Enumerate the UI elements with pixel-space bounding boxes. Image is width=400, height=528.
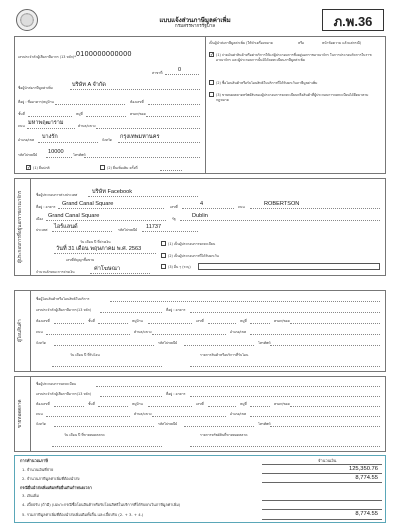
auction-section (14, 376, 386, 452)
province-label: จังหวัด (102, 138, 112, 142)
provider-road-value[interactable]: ROBERTSON (264, 201, 300, 207)
subdistrict-label: ตำบล/แขวง (78, 124, 96, 128)
branch-value[interactable]: 0 (178, 67, 182, 73)
tax-id-label: เลขประจำตัวผู้เสียภาษีอากร (13 หลัก)* (18, 55, 76, 59)
calc-amount-column: จำนวนเงิน (318, 458, 337, 463)
transferor-soi-label: ตรอก/ซอย (274, 319, 290, 323)
province-value[interactable]: กรุงเทพมหานคร (120, 134, 160, 140)
provider-country-value[interactable]: ไอร์แลนด์ (54, 224, 78, 230)
purpose-2-checkbox[interactable] (209, 80, 214, 85)
transferor-unit-label: หมู่ที่ (240, 319, 247, 323)
provider-status-1-checkbox[interactable] (161, 241, 166, 246)
transferor-phone-label: โทรศัพท์ (258, 341, 271, 345)
transferor-floor-label: ชั้นที่ (88, 319, 95, 323)
floor-label: ชั้นที่ (18, 112, 25, 116)
calc-extra-label: กรณียื่นนำส่งเพิ่มเติมหรือยื่นเกินกำหนดเวลา (20, 485, 92, 490)
auction-district-label: อำเภอ/เขต (230, 412, 247, 416)
auction-no-label: เลขที่ (196, 402, 204, 406)
tax-id-value[interactable]: 0100000000000 (76, 51, 132, 58)
district-value[interactable]: บางรัก (42, 134, 58, 140)
calc-row2-amount[interactable]: 8,774.55 (355, 475, 378, 481)
right-option-2: หน้าข้อความ แล้วแต่กรณี) (322, 41, 362, 45)
payer-name-label: ชื่อผู้นำส่งภาษีมูลค่าเพิ่ม (18, 86, 53, 90)
purpose-1-checkbox[interactable]: ✓ (210, 52, 215, 58)
auction-soi-label: ตรอก/ซอย (274, 402, 290, 406)
provider-status-3-checkbox[interactable] (161, 264, 166, 269)
form-subtitle: กรมสรรพากรรัฐบาล (174, 24, 216, 29)
unit-label: หมู่ที่ (76, 112, 83, 116)
contract-label: เลขที่สัญญาซื้อขาย (66, 258, 95, 262)
auction-section-label: ขายทอดตลาด (18, 399, 23, 429)
purpose-1-label: (1) จ่ายเงินค่าสินค้าหรือค่าบริการให้แก่ผู้ประกอบการซึ่งอยู่นอกราชอาณาจักร ในการประกอบกิจการในราชอาณาจักร และผู้ประกอบการนั้นมิได้จดทะเบียนภาษีมูลค่าเพิ่ม (216, 53, 372, 62)
room-label: ห้องเลขที่ (130, 100, 144, 104)
provider-country-label: ประเทศ (36, 228, 48, 232)
postcode-value[interactable]: 10000 (48, 149, 64, 155)
calc-row4-label: 4. เบี้ยปรับ (ถ้ามี) (เฉพาะกรณีซื้อโอนสินค้าหรือรับโอนสิทธิในบริการที่ได้รับยกเว้นภาษีมูลค่าเพิ่ม) (22, 502, 181, 507)
transferor-section-label: ผู้โอนสินค้า (18, 319, 23, 343)
calc-row2-label: 2. จำนวนภาษีมูลค่าเพิ่มที่ต้องนำส่ง (22, 476, 80, 481)
revenue-seal-icon (16, 9, 38, 31)
auction-road-label: ถนน (36, 412, 43, 416)
provider-building-value[interactable]: Grand Canal Square (62, 201, 114, 207)
building-label: ที่อยู่ : ชื่ออาคาร/หมู่บ้าน (18, 100, 54, 104)
purpose-3-checkbox[interactable] (209, 92, 214, 97)
additional-filing-checkbox[interactable] (100, 165, 105, 170)
calc-row5-label: 5. รวมภาษีมูลค่าเพิ่มที่ต้องนำส่งเพิ่มเติมทั้งสิ้น และเบี้ยปรับ (2. + 3. + 4.) (22, 512, 144, 517)
provider-city-value[interactable]: Grand Canal Square (48, 213, 100, 219)
provider-no-label: เลขที่ (170, 205, 178, 209)
provider-name-label: ชื่อผู้ประกอบการต่างประเทศ (36, 193, 78, 197)
normal-filing-label: (1) ยื่นปกติ (33, 166, 50, 170)
provider-status-1-label: (1) เป็นผู้ประกอบการจดทะเบียน (168, 242, 216, 246)
provider-no-value[interactable]: 4 (200, 201, 204, 207)
purpose-3-label: (3) ขายทอดตลาดทรัพย์สินของผู้ประกอบการจดทะเบียนหรือสินค้าที่ผู้ประกอบการจดทะเบียนได้ยึดมาตามกฎหมาย (216, 93, 369, 102)
auction-date-label: วัน เดือน ปี ที่ขายทอดตลาด (64, 433, 105, 437)
auction-note-label: รายการทรัพย์สินที่ขายทอดตลาด (200, 433, 248, 437)
transferor-taxid-label: เลขประจำตัวผู้เสียภาษีอากร(13 หลัก) (36, 308, 92, 312)
calc-row1-amount[interactable]: 125,350.76 (348, 466, 378, 472)
provider-section-label: ผู้ประกอบการที่อยู่นอกราชอาณาจักร (18, 190, 23, 264)
auction-building-label: ที่อยู่ : อาคาร (166, 392, 186, 396)
auction-taxid-label: เลขประจำตัวผู้เสียภาษีอากร(13 หลัก) (36, 392, 92, 396)
payer-name-value[interactable]: บริษัท A จำกัด (72, 82, 106, 88)
right-option-1: หรือ (298, 41, 305, 45)
transferor-name-label: ชื่อผู้โอนสินค้าหรือโอนสิทธิในบริการ (36, 297, 90, 301)
transferor-postcode-label: รหัสไปรษณีย์ (158, 341, 178, 345)
auction-village-label: หมู่บ้าน (132, 402, 143, 406)
road-value[interactable]: มหาพฤฒาราม (28, 120, 64, 126)
calc-row1-label: 1. จำนวนเงินที่จ่าย (22, 467, 54, 472)
provider-status-2-label: (2) เป็นผู้ประกอบการที่ได้รับยกเว้น (168, 254, 219, 258)
provider-state-label: รัฐ (172, 217, 176, 221)
payment-type-value[interactable]: ค่าโฆษณา (94, 266, 121, 272)
transferor-subdistrict-label: ตำบล/แขวง (134, 330, 152, 334)
purpose-2-label: (2) ซื้อโอนสินค้าหรือรับโอนสิทธิในบริการที่ได้รับยกเว้นภาษีมูลค่าเพิ่ม (216, 81, 318, 85)
calc-row5-amount[interactable]: 8,774.55 (355, 511, 378, 517)
provider-postcode-label: รหัสไปรษณีย์ (118, 228, 138, 232)
road-label: ถนน (18, 124, 25, 128)
provider-status-2-checkbox[interactable] (161, 253, 166, 258)
form-code: ภ.พ.36 (333, 14, 373, 29)
normal-filing-checkbox[interactable]: ✓ (27, 165, 32, 171)
phone-label: โทรศัพท์ (73, 153, 86, 157)
auction-name-label: ชื่อผู้ประกอบการจดทะเบียน (36, 382, 76, 386)
postcode-label: รหัสไปรษณีย์ (18, 153, 38, 157)
provider-city-label: เมือง (36, 217, 44, 221)
provider-building-label: ที่อยู่ : อาคาร (36, 205, 56, 209)
transferor-district-label: อำเภอ/เขต (230, 330, 247, 334)
transferor-section (14, 290, 386, 372)
provider-status-other-field[interactable] (198, 263, 380, 270)
provider-state-value[interactable]: Dublin (192, 213, 208, 219)
calc-row3-label: 3. เงินเพิ่ม (22, 493, 39, 498)
auction-room-label: ห้องเลขที่ (36, 402, 50, 406)
transferor-room-label: ห้องเลขที่ (36, 319, 50, 323)
transferor-note-label: รายการสินค้าหรือบริการที่รับโอน (200, 353, 249, 357)
transferor-province-label: จังหวัด (36, 341, 46, 345)
payer-divider (205, 36, 206, 174)
auction-postcode-label: รหัสไปรษณีย์ (158, 422, 178, 426)
district-label: อำเภอ/เขต (18, 138, 35, 142)
payment-date-label: วัน เดือน ปี ที่จ่ายเงิน (80, 240, 111, 244)
auction-floor-label: ชั้นที่ (88, 402, 95, 406)
transferor-date-label: วัน เดือน ปี ที่รับโอน (70, 353, 100, 357)
auction-unit-label: หมู่ที่ (240, 402, 247, 406)
soi-label: ตรอก/ซอย (130, 112, 146, 116)
transferor-road-label: ถนน (36, 330, 43, 334)
provider-status-3-label: (3) อื่น ๆ (ระบุ) (168, 265, 191, 269)
auction-subdistrict-label: ตำบล/แขวง (134, 412, 152, 416)
transferor-no-label: เลขที่ (196, 319, 204, 323)
auction-phone-label: โทรศัพท์ (258, 422, 271, 426)
calc-header: การคำนวณภาษี (20, 458, 48, 463)
auction-province-label: จังหวัด (36, 422, 46, 426)
additional-filing-label: (2) ยื่นเพิ่มเติม ครั้งที่ (107, 166, 138, 170)
transferor-building-label: ที่อยู่ : อาคาร (166, 308, 186, 312)
form-title: แบบแจ้งส่วนภาษีมูลค่าเพิ่ม (159, 17, 231, 24)
branch-label: สาขาที่ (152, 71, 163, 75)
right-note: เป็นผู้นำส่งภาษีมูลค่าเพิ่ม (ให้ทำเครื่องหมาย (209, 41, 273, 45)
payment-type-label: จำนวนลักษณะการจ่ายเงิน (36, 270, 75, 274)
payment-date-value[interactable]: วันที่ 31 เดือน พฤษภาคม พ.ศ. 2563 (56, 246, 142, 252)
transferor-village-label: หมู่บ้าน (132, 319, 143, 323)
provider-postcode-value[interactable]: 11737 (146, 224, 162, 230)
provider-road-label: ถนน (238, 205, 245, 209)
provider-name-value[interactable]: บริษัท Facebook (92, 189, 133, 195)
